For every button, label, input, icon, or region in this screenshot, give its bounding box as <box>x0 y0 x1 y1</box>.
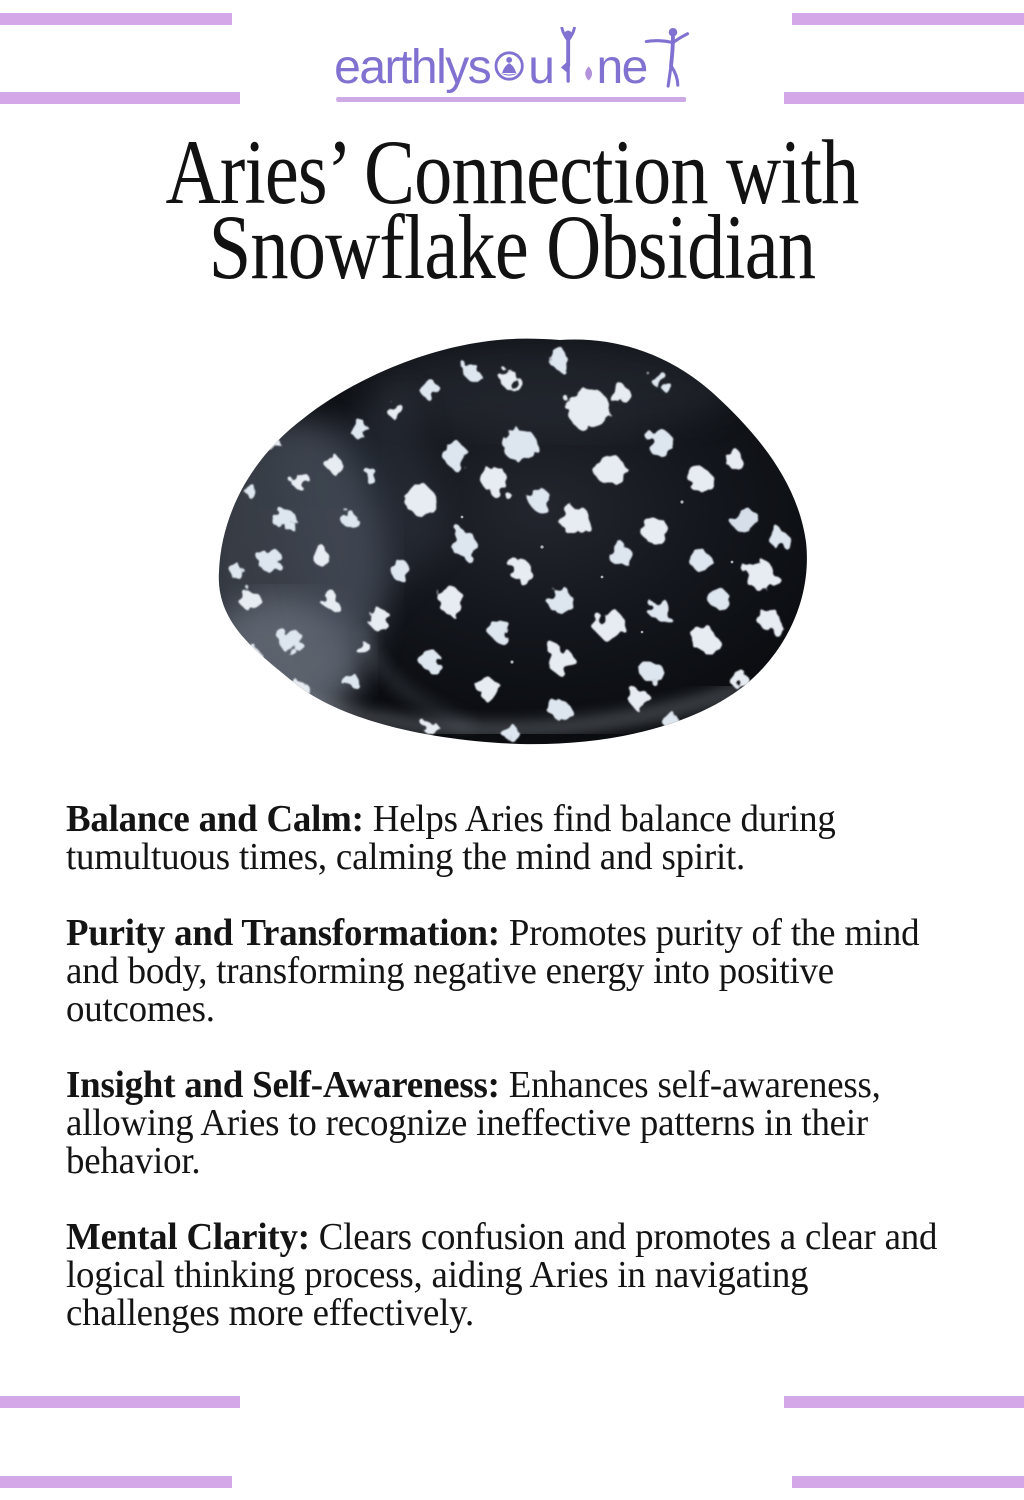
section-label: Purity and Transformation: <box>66 912 500 954</box>
section-label: Mental Clarity: <box>66 1216 310 1258</box>
logo-underline <box>336 97 686 102</box>
corner-bar-top-right-1 <box>792 13 1024 25</box>
section-label: Insight and Self-Awareness: <box>66 1064 500 1106</box>
logo-text-earthlys: earthlys <box>334 41 491 94</box>
corner-bar-top-left-1 <box>0 13 232 25</box>
dancer-t-icon <box>644 26 690 88</box>
section-label: Balance and Calm: <box>66 798 364 840</box>
corner-bar-top-left-2 <box>0 92 240 104</box>
section-balance-and-calm <box>66 800 949 876</box>
section-purity-and-transformation <box>66 914 949 1028</box>
section-text: Enhances self-awareness, allowing Aries to recognize ineffective patterns in their behavior. <box>66 1064 881 1182</box>
logo-text-u: u <box>528 41 554 94</box>
leaf-dot-icon <box>583 66 594 81</box>
corner-bar-bottom-left-1 <box>0 1396 240 1408</box>
snowflake-obsidian-stone-image <box>212 332 812 748</box>
section-text: Helps Aries find balance during tumultuous times, calming the mind and spirit. <box>66 798 836 878</box>
lotus-circle-o-icon <box>493 50 525 82</box>
body-copy <box>66 800 949 1370</box>
corner-bar-bottom-right-1 <box>784 1396 1024 1408</box>
site-logo[interactable] <box>334 26 690 102</box>
page-title-line2: Snowflake Obsidian <box>208 196 816 298</box>
tree-pose-l-icon <box>555 27 581 83</box>
page-title <box>87 121 937 298</box>
section-text: Promotes purity of the mind and body, transforming negative energy into positive outcomes. <box>66 912 920 1030</box>
section-text: Clears confusion and promotes a clear and logical thinking process, aiding Aries in navigating challenges more effectively. <box>66 1216 938 1334</box>
page-title-line1: Aries’ Connection with <box>165 121 859 223</box>
corner-bar-bottom-right-2 <box>792 1476 1024 1488</box>
corner-bar-top-right-2 <box>784 92 1024 104</box>
corner-bar-bottom-left-2 <box>0 1476 232 1488</box>
section-insight-and-self-awareness <box>66 1066 949 1180</box>
section-mental-clarity <box>66 1218 949 1332</box>
logo-text-ne: ne <box>596 41 647 94</box>
